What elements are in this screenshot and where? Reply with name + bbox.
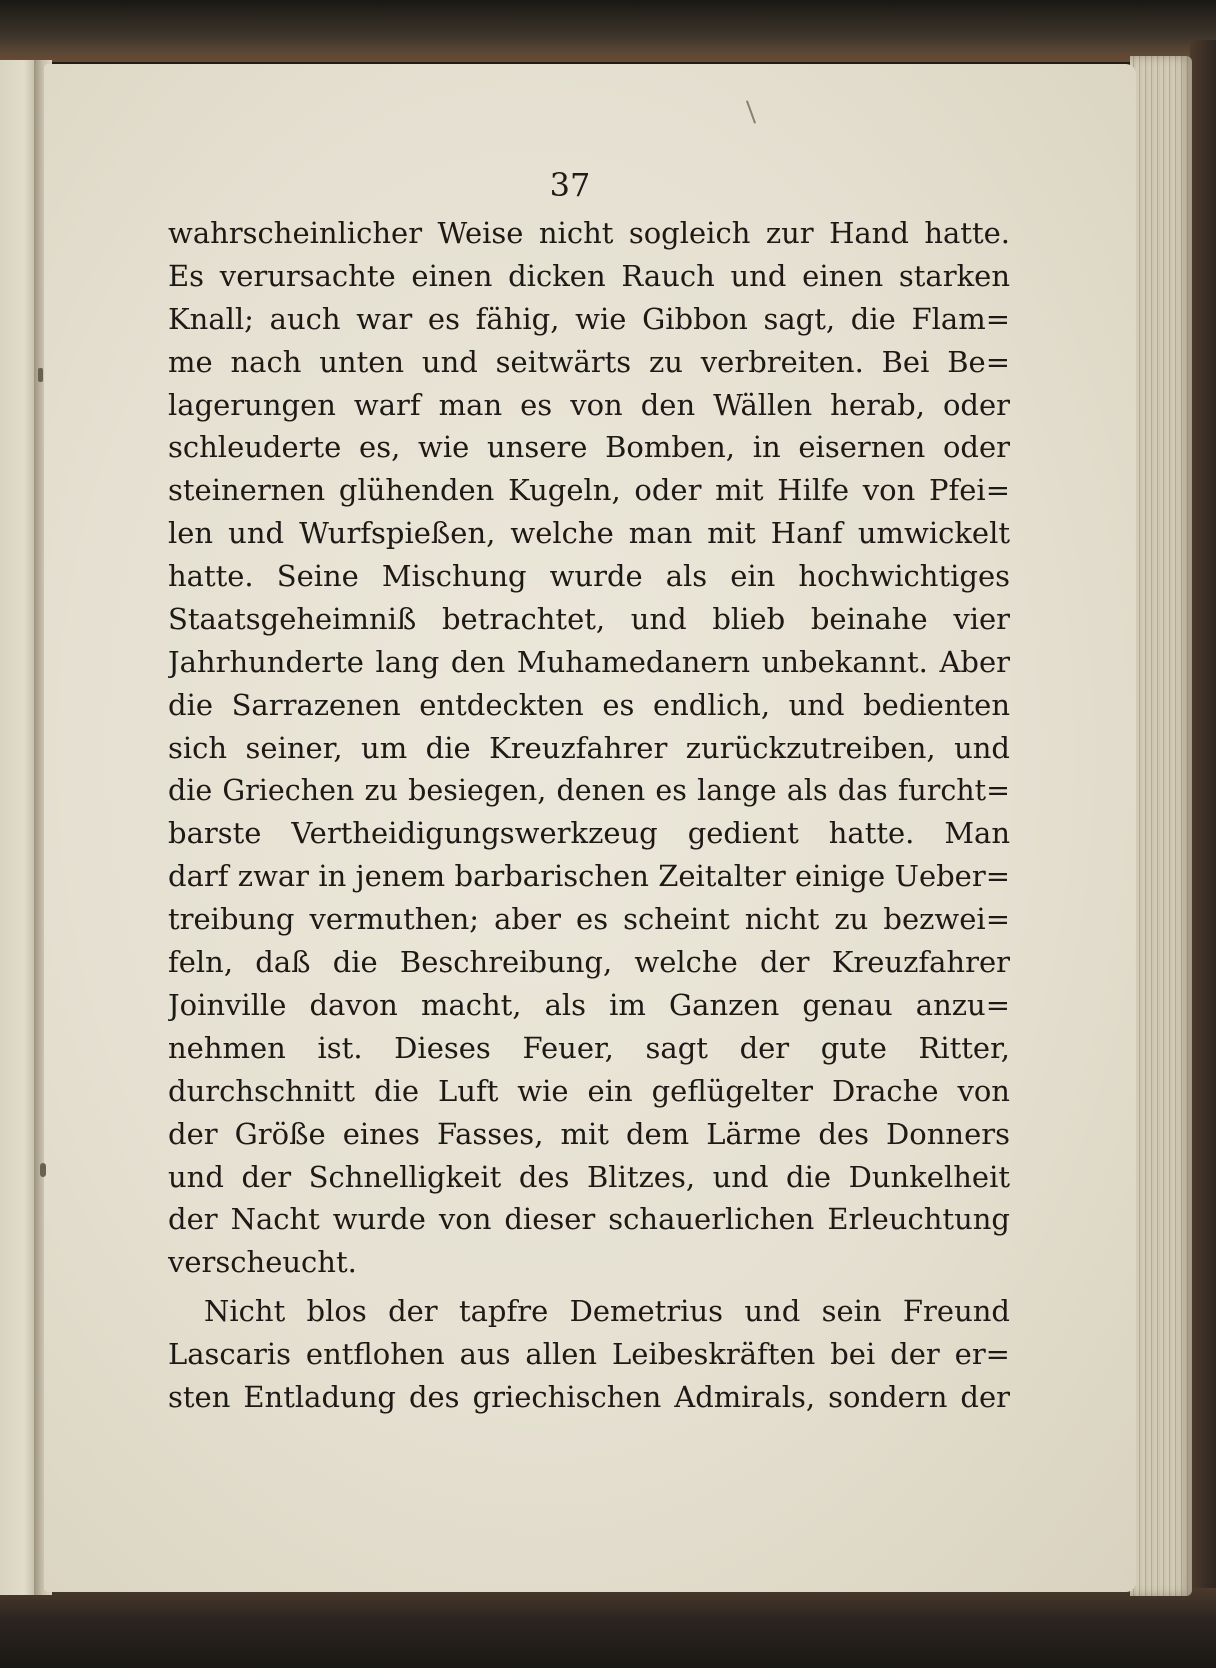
- page-number: 37: [549, 166, 591, 204]
- text-line: und der Schnelligkeit des Blitzes, und die Dunkelheit: [168, 1159, 1010, 1194]
- paper-speck: [38, 368, 43, 382]
- page-stack-edges: [1130, 56, 1192, 1596]
- page-body-text: [168, 212, 1010, 1419]
- book-cover-top-edge: [0, 0, 1216, 62]
- text-line: sten Entladung des griechischen Admirals, sondern der: [168, 1380, 1010, 1415]
- text-line: Nicht blos der tapfre Demetrius und sein Freund: [204, 1294, 1010, 1329]
- text-line: Jahrhunderte lang den Muhamedanern unbekannt. Aber: [168, 644, 1010, 679]
- text-line: der Größe eines Fasses, mit dem Lärme des Donners: [168, 1116, 1010, 1151]
- text-line: verscheucht.: [168, 1245, 357, 1280]
- text-line: durchschnitt die Luft wie ein geflügelter Drache von: [168, 1073, 1010, 1108]
- text-line: die Sarrazenen entdeckten es endlich, und bedienten: [168, 687, 1010, 722]
- text-line: nehmen ist. Dieses Feuer, sagt der gute Ritter,: [168, 1030, 1010, 1065]
- text-line: sich seiner, um die Kreuzfahrer zurückzutreiben, und: [168, 730, 1010, 765]
- text-line: Staatsgeheimniß betrachtet, und blieb beinahe vier: [168, 602, 1010, 637]
- text-line: feln, daß die Beschreibung, welche der Kreuzfahrer: [168, 945, 1010, 980]
- text-line: Joinville davon macht, als im Ganzen genau anzu=: [168, 988, 1010, 1023]
- text-line: steinernen glühenden Kugeln, oder mit Hilfe von Pfei=: [168, 473, 1010, 508]
- text-line: wahrscheinlicher Weise nicht sogleich zur Hand hatte.: [168, 216, 1010, 250]
- text-line: die Griechen zu besiegen, denen es lange als das furcht=: [168, 773, 1010, 807]
- text-line: treibung vermuthen; aber es scheint nicht zu bezwei=: [168, 902, 1010, 937]
- paragraph-2: [168, 1290, 1010, 1419]
- text-line: der Nacht wurde von dieser schauerlichen Erleuchtung: [168, 1202, 1010, 1237]
- paper-speck: [40, 1163, 46, 1177]
- text-line: lagerungen warf man es von den Wällen herab, oder: [168, 387, 1010, 422]
- text-line: darf zwar in jenem barbarischen Zeitalter einige Ueber=: [168, 859, 1010, 894]
- book-cover-bottom-edge: [0, 1588, 1216, 1668]
- text-line: Knall; auch war es fähig, wie Gibbon sagt, die Flam=: [168, 301, 1010, 336]
- text-line: Lascaris entflohen aus allen Leibeskräften bei der er=: [168, 1337, 1010, 1372]
- text-line: barste Vertheidigungswerkzeug gedient hatte. Man: [168, 816, 1010, 851]
- text-line: Es verursachte einen dicken Rauch und einen starken: [168, 258, 1010, 293]
- text-line: schleuderte es, wie unsere Bomben, in eisernen oder: [168, 430, 1010, 465]
- text-line: len und Wurfspießen, welche man mit Hanf umwickelt: [168, 516, 1010, 551]
- text-line: hatte. Seine Mischung wurde als ein hochwichtiges: [168, 559, 1010, 594]
- book-cover-right-edge: [1190, 40, 1216, 1600]
- text-line: me nach unten und seitwärts zu verbreiten. Bei Be=: [168, 344, 1010, 379]
- paragraph-1: [168, 212, 1010, 1284]
